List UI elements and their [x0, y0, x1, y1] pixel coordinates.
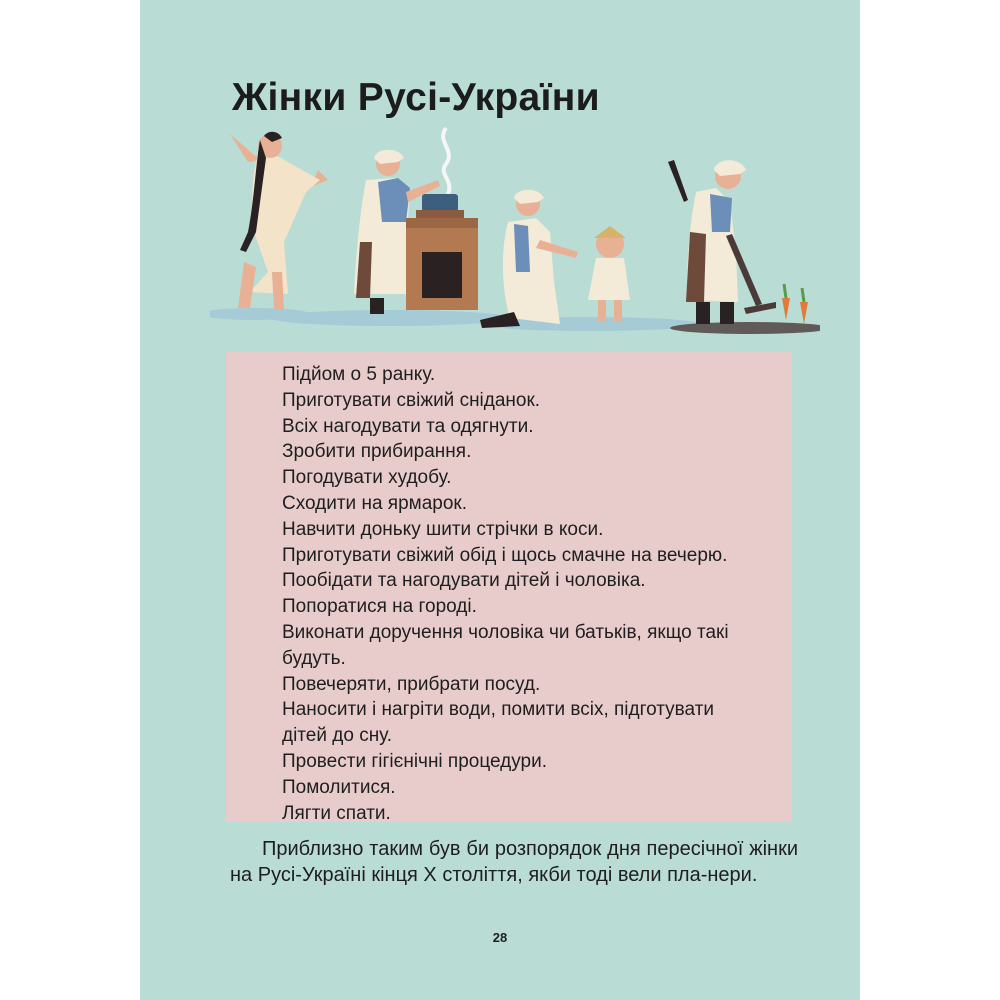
schedule-item: Виконати доручення чоловіка чи батьків, якщо такі: [282, 621, 729, 643]
summary-paragraph: Приблизно таким був би розпорядок дня пересічної жінки на Русі-Україні кінця X століття, якби тоді вели пла-нери.: [230, 838, 798, 886]
schedule-item: Зробити прибирання.: [282, 441, 472, 463]
woman-feeding-child-icon: [480, 190, 578, 328]
schedule-item: Наносити і нагріти води, помити всіх, підготувати: [282, 699, 715, 721]
schedule-item: Підйом о 5 ранку.: [282, 364, 436, 385]
schedule-item: Приготувати свіжий обід і щось смачне на вечерю.: [282, 544, 728, 566]
child-icon: [588, 226, 630, 322]
daily-schedule-box: [226, 352, 792, 822]
ground-shadow: [270, 310, 510, 326]
woman-gardening-icon: [668, 160, 808, 324]
schedule-item: Помолитися.: [282, 776, 396, 798]
page-number: 28: [492, 930, 508, 945]
women-daily-chores-illustration: [210, 122, 820, 340]
schedule-item: дітей до сну.: [282, 725, 393, 747]
schedule-item: Сходити на ярмарок.: [282, 492, 467, 514]
daily-schedule-list: [282, 362, 772, 826]
schedule-item: Приготувати свіжий сніданок.: [282, 389, 541, 411]
schedule-item: Попоратися на городі.: [282, 596, 477, 618]
schedule-item: Погодувати худобу.: [282, 467, 452, 489]
schedule-item: Всіх нагодувати та одягнути.: [282, 415, 534, 437]
page-title: Жінки Русі-України: [232, 76, 600, 119]
schedule-item: Повечеряти, прибрати посуд.: [282, 673, 541, 695]
schedule-item: будуть.: [282, 647, 346, 669]
woman-stretching-icon: [230, 132, 328, 310]
schedule-item: Навчити доньку шити стрічки в коси.: [282, 518, 604, 540]
schedule-item: Пообідати та нагодувати дітей і чоловіка.: [282, 570, 646, 592]
stove-icon: [406, 194, 478, 310]
book-page: [140, 0, 860, 1000]
schedule-item: Лягти спати.: [282, 802, 391, 824]
schedule-item: Провести гігієнічні процедури.: [282, 750, 548, 772]
